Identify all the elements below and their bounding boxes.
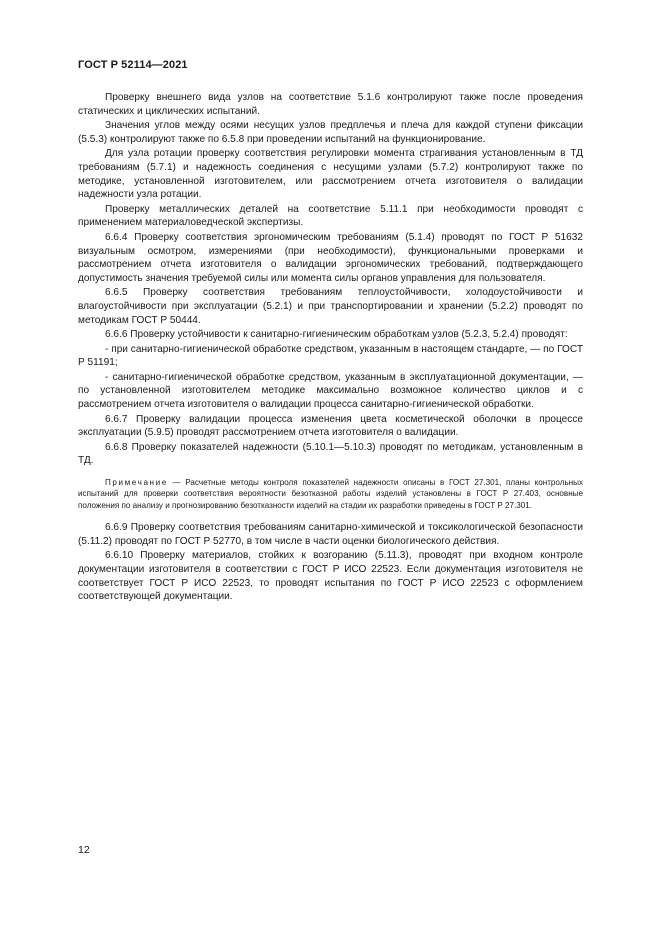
note — [78, 477, 583, 511]
paragraph: Для узла ротации проверку соответствия регулировки момента страгивания установленным в ТД требованиям (5.7.1) и надежность соединения с несущими узлами (5.7.2) контролируют также по методике, установленной изготовителем, или рассмотрением отчета изготовителя о валидации надежности узла ротации. — [78, 148, 583, 201]
paragraph: Значения углов между осями несущих узлов предплечья и плеча для каждой ступени фиксации (5.5.3) контролируют также по 6.5.8 при проведении испытаний на функционирование. — [78, 120, 583, 145]
page-number: 12 — [78, 844, 90, 856]
paragraph-6-6-4: 6.6.4 Проверку соответствия эргономическим требованиям (5.1.4) проводят по ГОСТ Р 51632 визуальным осмотром, измерениями (при необходимости), функциональными проверками и рассмотрением отчета изготовителя о валидации эргономических требований, подтверждающего допустимость значения требуемой силы или момента силы органов управления для пользователя. — [78, 231, 583, 284]
note-text: — Расчетные методы контроля показателей надежности описаны в ГОСТ 27.301, планы контрольных испытаний для проверки соответствия вероятности безотказной работы изделий установлены в ГОСТ Р 27.403, основные положения по анализу и прогнозированию безотказности изделий на стадии их разработки приведены в ГОСТ Р 27.301. — [78, 478, 583, 510]
paragraph: Проверку металлических деталей на соответствие 5.11.1 при необходимости проводят с применением материаловедческой экспертизы. — [78, 203, 583, 229]
paragraph-6-6-10: 6.6.10 Проверку материалов, стойких к возгоранию (5.11.3), проводят при входном контроле документации изготовителя в соответствии с ГОСТ Р ИСО 22523. Если документация изготовителя не соответствует ГОСТ Р ИСО 22523, то проводят испытания по ГОСТ Р ИСО 22523 с оформлением соответствующей документации. — [78, 550, 583, 603]
list-item: - санитарно-гигиенической обработке средством, указанным в эксплуатационной документации, — по установленной изготовителем методике максимально возможное количество циклов и с рассмотрением отчета изготовителя о валидации процесса санитарно-гигиенической обработки. — [78, 371, 583, 411]
list-item: - при санитарно-гигиенической обработке средством, указанным в настоящем стандарте, — по ГОСТ Р 51191; — [78, 343, 583, 369]
paragraph-6-6-7: 6.6.7 Проверку валидации процесса изменения цвета косметической оболочки в процессе эксплуатации (5.9.5) проводят рассмотрением отчета изготовителя о валидации. — [78, 413, 583, 439]
note-label: Примечание — [105, 478, 168, 488]
document-body — [78, 91, 583, 605]
paragraph-6-6-8: 6.6.8 Проверку показателей надежности (5.10.1—5.10.3) проводят по методикам, установленным в ТД. — [78, 441, 583, 467]
paragraph-6-6-9: 6.6.9 Проверку соответствия требованиям санитарно-химической и токсикологической безопасности (5.11.2) проводят по ГОСТ Р 52770, в том числе в части оценки биологического действия. — [78, 522, 583, 547]
paragraph: Проверку внешнего вида узлов на соответствие 5.1.6 контролируют также после проведения статических и циклических испытаний. — [78, 92, 583, 117]
paragraph-6-6-5: 6.6.5 Проверку соответствия требованиям теплоустойчивости, холодоустойчивости и влагоустойчивости при эксплуатации (5.2.1) и при транспортировании и хранении (5.2.2) проводят по методикам ГОСТ Р 50444. — [78, 287, 583, 326]
paragraph-6-6-6: 6.6.6 Проверку устойчивости к санитарно-гигиеническим обработкам узлов (5.2.3, 5.2.4) проводят: — [105, 329, 568, 341]
document-header: ГОСТ Р 52114—2021 — [78, 59, 188, 71]
